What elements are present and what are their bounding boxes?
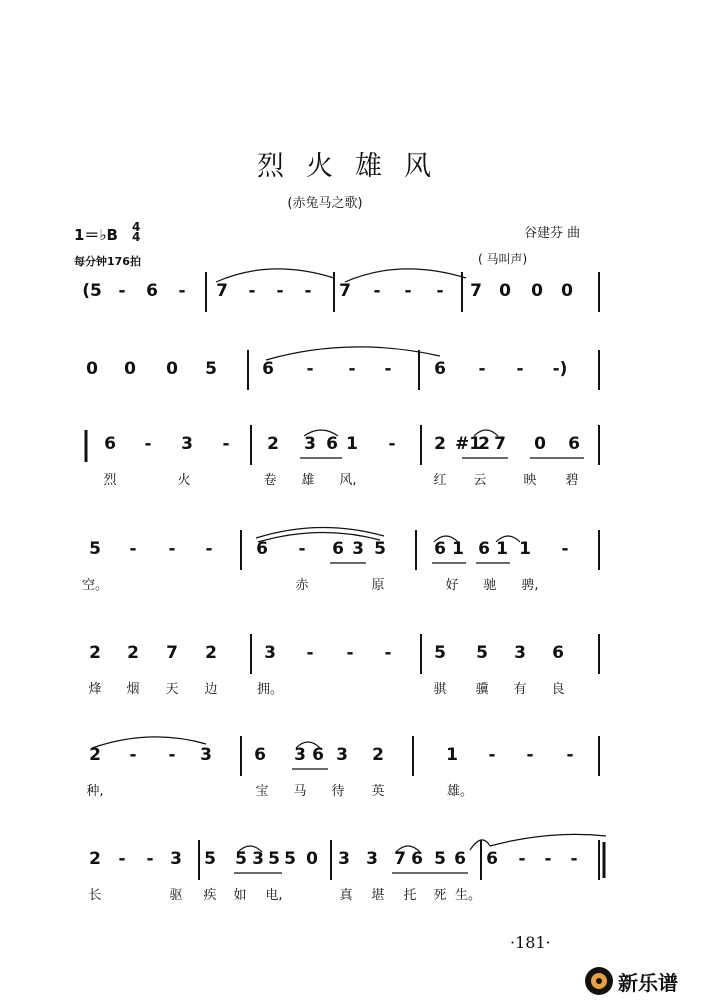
lyric-syllable: 雄 [301, 473, 315, 488]
lyric-syllable: 烟 [126, 682, 140, 697]
note: 2 [434, 434, 446, 454]
note: - [146, 849, 154, 869]
note: - [168, 745, 176, 765]
slur [92, 737, 206, 748]
note: 2 [478, 434, 490, 454]
note: 6 [146, 281, 158, 301]
lyric-syllable: 烈 [103, 473, 117, 488]
note: 7 [394, 849, 406, 869]
slur [490, 834, 606, 846]
lyric-syllable: 风, [339, 473, 357, 488]
lyric-syllable: 真 [339, 888, 353, 903]
page-number: ·181· [510, 933, 551, 952]
note: - [306, 643, 314, 663]
note: - [518, 849, 526, 869]
horse-sound-note: ( 马叫声) [478, 252, 528, 266]
note: - [404, 281, 412, 301]
note: 3 [252, 849, 264, 869]
slur [296, 742, 320, 748]
lyric-syllable: 良 [551, 682, 565, 697]
note: 6 [454, 849, 466, 869]
note: 5 [89, 539, 101, 559]
note: 6 [312, 745, 324, 765]
note: 3 [366, 849, 378, 869]
note: - [144, 434, 152, 454]
note: 2 [127, 643, 139, 663]
note: 6 [568, 434, 580, 454]
note: 6 [486, 849, 498, 869]
slur [396, 846, 420, 852]
lyric-syllable: 驰 [483, 578, 497, 593]
note: 3 [294, 745, 306, 765]
note: 6 [434, 539, 446, 559]
lyric-syllable: 骥 [475, 682, 489, 697]
lyric-syllable: 骋, [521, 578, 539, 593]
note: - [304, 281, 312, 301]
note: 5 [284, 849, 296, 869]
note: 5 [476, 643, 488, 663]
lyric-syllable: 待 [331, 784, 345, 799]
note: 6 [262, 359, 274, 379]
lyric-syllable: 好 [445, 578, 459, 593]
note: 6 [411, 849, 423, 869]
note: 6 [104, 434, 116, 454]
note: 0 [499, 281, 511, 301]
note: 3 [264, 643, 276, 663]
note: -) [552, 359, 568, 379]
note: 0 [306, 849, 318, 869]
note: - [118, 849, 126, 869]
lyric-syllable: 映 [523, 473, 537, 488]
note: - [298, 539, 306, 559]
lyric-syllable: 空。 [81, 578, 109, 593]
lyric-syllable: 种, [86, 784, 104, 799]
composer-credit: 谷建芬 曲 [524, 226, 581, 241]
note: 6 [254, 745, 266, 765]
note: 0 [534, 434, 546, 454]
note: 5 [204, 849, 216, 869]
note: - [516, 359, 524, 379]
note: - [388, 434, 396, 454]
slur [474, 430, 498, 436]
time-signature-top: 4 [132, 220, 141, 234]
lyric-syllable: 死 [433, 888, 447, 903]
note: 2 [267, 434, 279, 454]
note: - [436, 281, 444, 301]
note: 2 [205, 643, 217, 663]
lyric-syllable: 雄。 [446, 784, 474, 799]
note: 5 [434, 643, 446, 663]
note: 3 [338, 849, 350, 869]
note: - [488, 745, 496, 765]
note: 6 [478, 539, 490, 559]
note: 2 [372, 745, 384, 765]
lyric-syllable: 碧 [565, 473, 579, 488]
lyric-syllable: 电, [265, 888, 283, 903]
note: - [570, 849, 578, 869]
lyric-syllable: 卷 [263, 473, 277, 488]
lyric-syllable: 云 [473, 473, 487, 488]
note: - [373, 281, 381, 301]
note: - [222, 434, 230, 454]
note: - [526, 745, 534, 765]
note: 3 [170, 849, 182, 869]
note: - [168, 539, 176, 559]
note: 2 [89, 643, 101, 663]
note: 0 [166, 359, 178, 379]
song-title: 烈火雄风 [257, 151, 453, 182]
note: 1 [346, 434, 358, 454]
note: 7 [216, 281, 228, 301]
lyric-syllable: 烽 [88, 682, 102, 697]
note: 1 [519, 539, 531, 559]
lyric-syllable: 赤 [295, 578, 309, 593]
logo-text: 新乐谱 [618, 970, 678, 995]
key-signature: 1＝♭B [74, 226, 118, 244]
note: 7 [494, 434, 506, 454]
note: 6 [552, 643, 564, 663]
note: - [129, 539, 137, 559]
note: - [178, 281, 186, 301]
lyric-syllable: 火 [177, 473, 191, 488]
note: 7 [339, 281, 351, 301]
slur [266, 347, 440, 360]
song-subtitle: (赤兔马之歌) [287, 196, 363, 211]
note: 3 [514, 643, 526, 663]
note: 5 [268, 849, 280, 869]
slur [258, 532, 380, 542]
note: 5 [205, 359, 217, 379]
note: 3 [304, 434, 316, 454]
note: #1 [454, 434, 482, 454]
note: 0 [124, 359, 136, 379]
note: 7 [166, 643, 178, 663]
note: 1 [496, 539, 508, 559]
record-disc-icon [584, 966, 614, 996]
lyric-syllable: 原 [371, 578, 385, 593]
lyric-syllable: 如 [233, 888, 247, 903]
lyric-syllable: 宝 [255, 784, 269, 799]
note: 3 [181, 434, 193, 454]
lyric-syllable: 堪 [371, 888, 385, 903]
note: - [384, 359, 392, 379]
note: - [205, 539, 213, 559]
note: 5 [235, 849, 247, 869]
lyric-syllable: 驱 [169, 888, 183, 903]
note: 1 [452, 539, 464, 559]
note: (5 [82, 281, 102, 301]
lyric-syllable: 拥。 [256, 682, 284, 697]
lyric-syllable: 有 [513, 682, 527, 697]
note: 7 [470, 281, 482, 301]
lyric-syllable: 红 [433, 473, 447, 488]
time-signature-bottom: 4 [132, 230, 141, 244]
note: 5 [374, 539, 386, 559]
lyric-syllable: 疾 [203, 888, 217, 903]
slur [238, 846, 262, 852]
lyric-syllable: 英 [371, 784, 385, 799]
note: 6 [256, 539, 268, 559]
note: 0 [86, 359, 98, 379]
note: - [129, 745, 137, 765]
note: 6 [332, 539, 344, 559]
note: 0 [561, 281, 573, 301]
lyric-syllable: 长 [88, 888, 102, 903]
note: 2 [89, 849, 101, 869]
note: 0 [531, 281, 543, 301]
note: - [544, 849, 552, 869]
note: - [561, 539, 569, 559]
slur [345, 269, 466, 282]
lyric-syllable: 生。 [454, 888, 482, 903]
note: - [384, 643, 392, 663]
note: 3 [336, 745, 348, 765]
note: 6 [326, 434, 338, 454]
note: - [276, 281, 284, 301]
lyric-syllable: 天 [165, 682, 179, 697]
slur [304, 430, 338, 436]
note: 1 [446, 745, 458, 765]
note: - [118, 281, 126, 301]
slur [434, 536, 458, 542]
note: 3 [200, 745, 212, 765]
note: 6 [434, 359, 446, 379]
lyric-syllable: 边 [204, 682, 218, 697]
note: - [346, 643, 354, 663]
lyric-syllable: 骐 [433, 682, 447, 697]
note: - [478, 359, 486, 379]
note: 2 [89, 745, 101, 765]
slur [216, 269, 334, 282]
note: 3 [352, 539, 364, 559]
note: 5 [434, 849, 446, 869]
tempo-marking: 每分钟176拍 [74, 255, 141, 268]
note: - [348, 359, 356, 379]
note: - [566, 745, 574, 765]
note: - [248, 281, 256, 301]
lyric-syllable: 托 [403, 888, 417, 903]
slur [496, 536, 520, 542]
site-logo [584, 966, 678, 996]
note: - [306, 359, 314, 379]
slur [470, 840, 490, 850]
lyric-syllable: 马 [293, 784, 307, 799]
